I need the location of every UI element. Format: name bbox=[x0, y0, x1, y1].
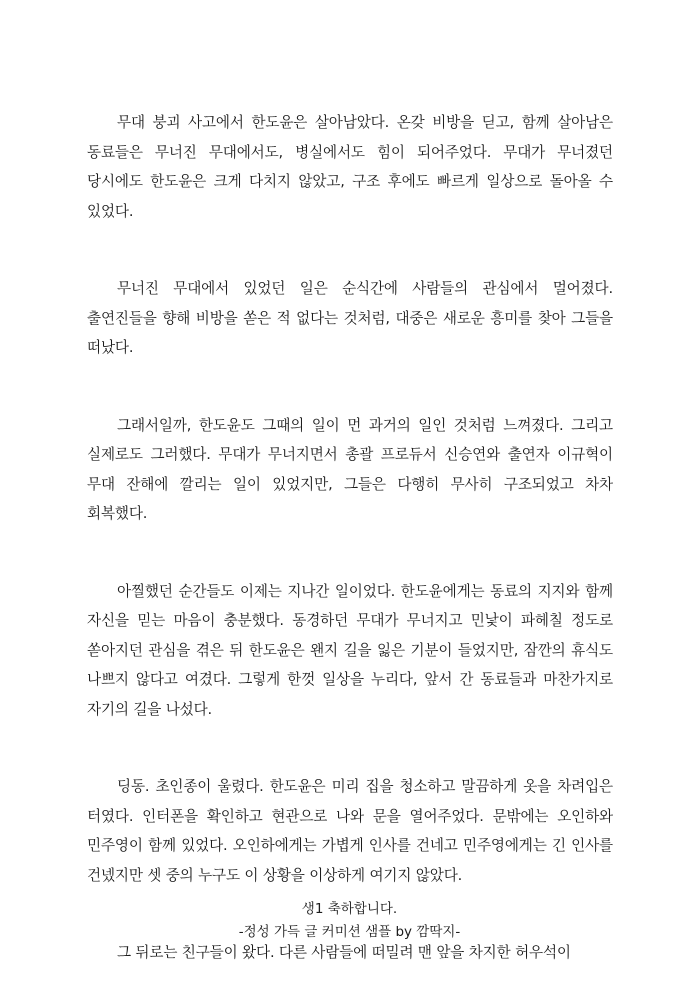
footer-commission-credit: -정성 가득 글 커미션 샘플 by 깜딱지- bbox=[238, 924, 461, 940]
page-footer bbox=[0, 898, 699, 944]
paragraph-6: 그 뒤로는 친구들이 왔다. 다른 사람들에 떠밀려 맨 앞을 차지한 허우석이 bbox=[117, 944, 571, 961]
paragraph-4: 아찔했던 순간들도 이제는 지나간 일이었다. 한도윤에게는 동료의 지지와 함께 자신을 믿는 마음이 충분했다. 동경하던 무대가 무너지고 민낯이 파헤칠 정도로 쏟아지던 관심을 겪은 뒤 한도윤은 왠지 길을 잃은 기분이 들었지만, 잠깐의 휴식도 나쁘지 않다고 여겼다. 그렇게 한껏 일상을 누리다, 앞서 간 동료들과 마찬가지로 자기의 길을 나섰다. bbox=[87, 582, 613, 718]
paragraph-2: 무너진 무대에서 있었던 일은 순식간에 사람들의 관심에서 멀어졌다. 출연진들을 향해 비방을 쏟은 적 없다는 것처럼, 대중은 새로운 흥미를 찾아 그들을 떠났다. bbox=[87, 280, 613, 356]
paragraph-3: 그래서일까, 한도윤도 그때의 일이 먼 과거의 일인 것처럼 느껴졌다. 그리고 실제로도 그러했다. 무대가 무너지면서 총괄 프로듀서 신승연와 출연자 이규혁이 무대 잔해에 깔리는 일이 있었지만, 그들은 다행히 무사히 구조되었고 차차 회복했다. bbox=[87, 416, 613, 522]
paragraph-1: 무대 붕괴 사고에서 한도윤은 살아남았다. 온갖 비방을 딛고, 함께 살아남은 동료들은 무너진 무대에서도, 병실에서도 힘이 되어주었다. 무대가 무너졌던 당시에도 한도윤은 크게 다치지 않았고, 구조 후에도 빠르게 일상으로 돌아올 수 있었다. bbox=[87, 114, 613, 220]
document-body bbox=[87, 108, 613, 968]
paragraph-5: 딩동. 초인종이 울렸다. 한도윤은 미리 집을 청소하고 말끔하게 옷을 차려입은 터였다. 인터폰을 확인하고 현관으로 나와 문을 열어주었다. 문밖에는 오인하와 민주영이 함께 있었다. 오인하에게는 가볍게 인사를 건네고 민주영에게는 긴 인사를 건넸지만 셋 중의 누구도 이 상황을 이상하게 여기지 않았다. bbox=[87, 778, 613, 884]
footer-congratulation: 생1 축하합니다. bbox=[301, 901, 398, 917]
